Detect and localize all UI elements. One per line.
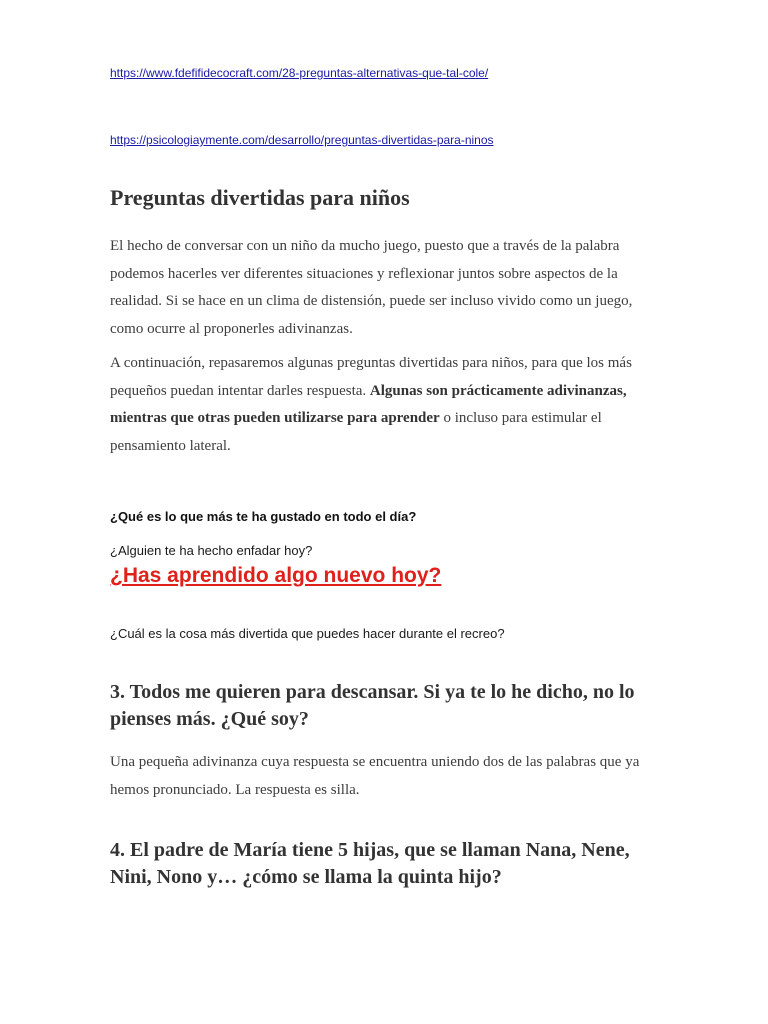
- continuation-text-bold: Algunas son prácticamente adivinanzas, mientras que otras pueden utilizarse para aprender: [110, 382, 627, 426]
- continuation-paragraph: [110, 350, 650, 460]
- riddle-3-heading: 3. Todos me quieren para descansar. Si ya te lo he dicho, no lo pienses más. ¿Qué soy?: [110, 681, 635, 730]
- intro-paragraph: El hecho de conversar con un niño da mucho juego, puesto que a través de la palabra podemos hacerles ver diferentes situaciones y reflexionar juntos sobre aspectos de la realidad. Si se hace en un clima de distensión, puede ser incluso vivido como un juego, como ocurre al proponerles adivinanzas.: [110, 238, 633, 337]
- source-link-2[interactable]: https://psicologiaymente.com/desarrollo/preguntas-divertidas-para-ninos: [110, 133, 494, 147]
- source-link-1[interactable]: https://www.fdefifidecocraft.com/28-preguntas-alternativas-que-tal-cole/: [110, 66, 489, 80]
- riddle-3-explanation: Una pequeña adivinanza cuya respuesta se encuentra uniendo dos de las palabras que ya hemos pronunciado. La respuesta es silla.: [110, 754, 640, 798]
- riddle-4-heading: 4. El padre de María tiene 5 hijas, que se llaman Nana, Nene, Nini, Nono y… ¿cómo se llama la quinta hijo?: [110, 839, 630, 888]
- question-learned-today: ¿Has aprendido algo nuevo hoy?: [110, 564, 442, 587]
- question-best-of-day: ¿Qué es lo que más te ha gustado en todo el día?: [110, 509, 417, 524]
- continuation-text-start: A continuación, repasaremos algunas preguntas divertidas para niños, para que los más pequeños puedan intentar darles respuesta.: [110, 355, 632, 399]
- question-recess-fun: ¿Cuál es la cosa más divertida que puedes hacer durante el recreo?: [110, 626, 505, 641]
- question-angry-today: ¿Alguien te ha hecho enfadar hoy?: [110, 543, 313, 558]
- continuation-text-end: o incluso para estimular el pensamiento lateral.: [110, 410, 602, 454]
- page-title: Preguntas divertidas para niños: [110, 185, 410, 210]
